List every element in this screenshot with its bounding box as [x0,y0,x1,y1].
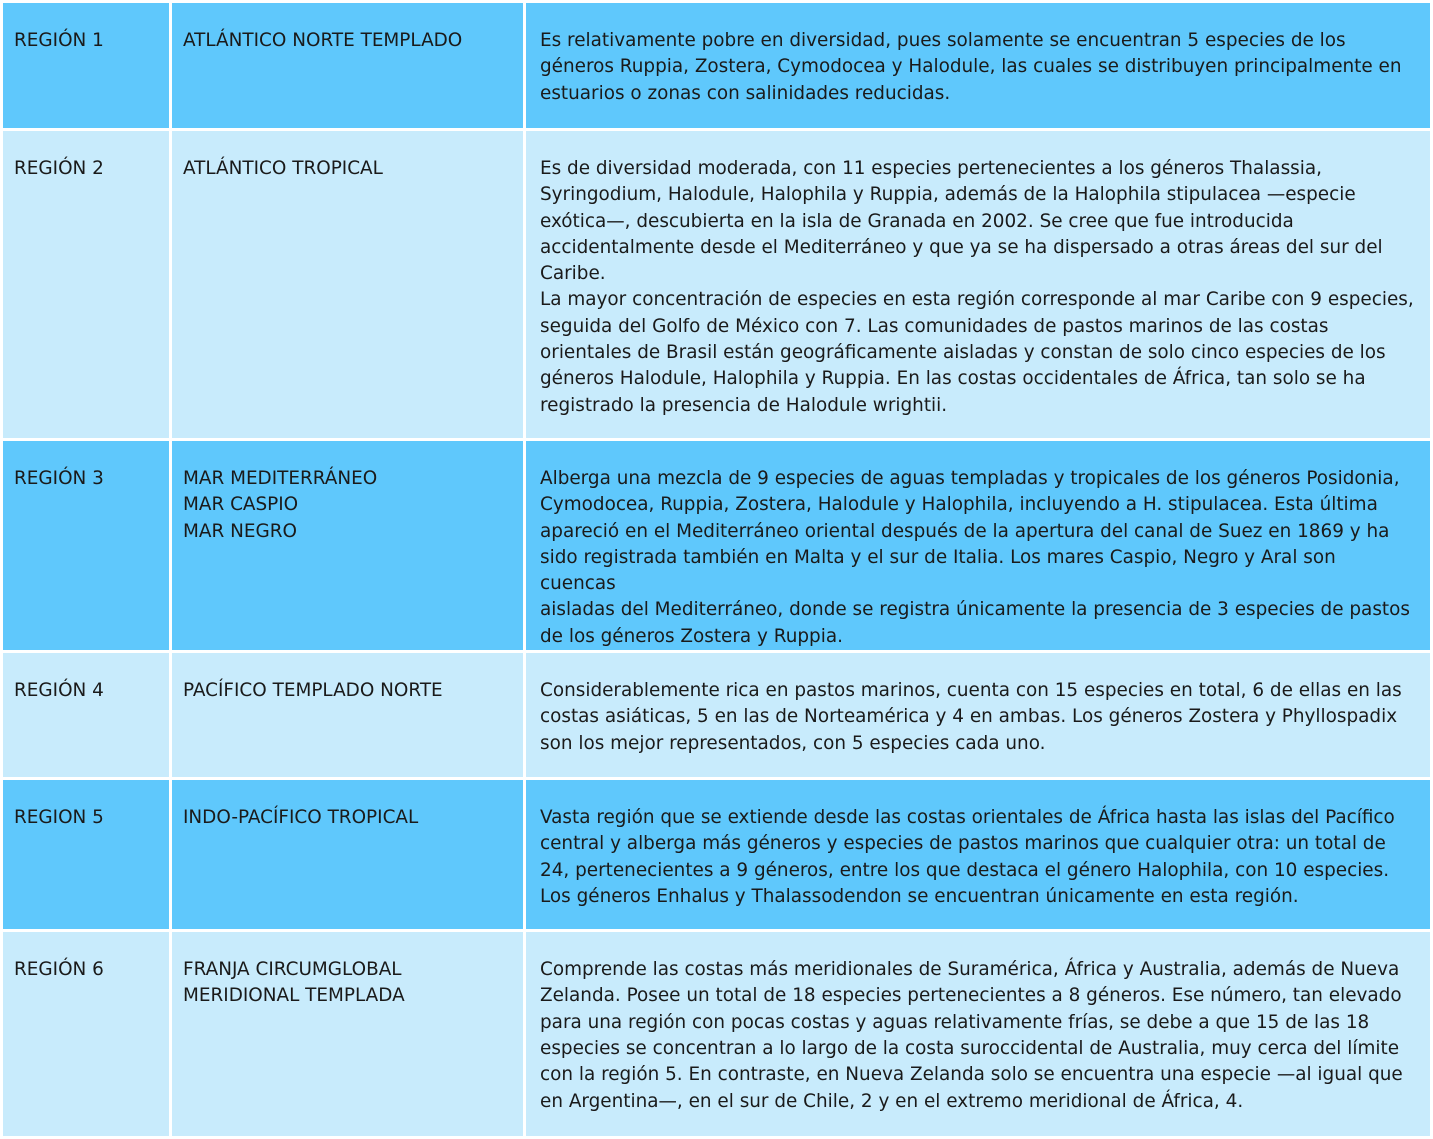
table-row [3,441,1430,650]
region-code-cell [3,780,169,929]
region-code: REGIÓN 2 [14,158,104,179]
region-name-cell [172,441,523,650]
region-description: Considerablemente rica en pastos marinos, cuenta con 15 especies en total, 6 de ellas en las costas asiáticas, 5 en las de Norteamérica y 4 en ambas. Los géneros Zostera y Phyllospadix son los mejor representados, con 5 especies cada uno. [540,680,1402,754]
region-name-cell [172,3,523,128]
region-description-cell [526,780,1430,929]
table-row [3,653,1430,777]
table-row [3,3,1430,128]
region-name: FRANJA CIRCUMGLOBAL MERIDIONAL TEMPLADA [183,959,405,1007]
region-code-cell [3,653,169,777]
region-name: MAR MEDITERRÁNEO MAR CASPIO MAR NEGRO [183,468,378,542]
region-code: REGION 5 [14,807,104,829]
table-row [3,780,1430,929]
region-code: REGIÓN 3 [14,468,104,489]
region-name-cell [172,131,523,438]
region-code-cell [3,131,169,438]
region-code: REGIÓN 1 [14,30,104,51]
region-code: REGIÓN 4 [14,680,104,702]
region-name-cell [172,932,523,1136]
region-code-cell [3,3,169,128]
region-name-cell [172,780,523,929]
region-description-cell [526,653,1430,777]
table-row [3,131,1430,438]
region-description: Es relativamente pobre en diversidad, pues solamente se encuentran 5 especies de los géneros Ruppia, Zostera, Cymodocea y Halodule, las cuales se distribuyen principalmente en estuarios o zonas con salinidades reducidas. [540,30,1402,104]
region-description-cell [526,932,1430,1136]
region-code-cell [3,441,169,650]
region-description-cell [526,3,1430,128]
region-description: Comprende las costas más meridionales de Suramérica, África y Australia, además de Nueva Zelanda. Posee un total de 18 especies pertenecientes a 8 géneros. Ese número, tan elevado para una región con pocas costas y aguas relativamente frías, se debe a que 15 de las 18 especies se concentran a lo largo de la costa suroccidental de Australia, muy cerca del límite con la región 5. En contraste, en Nueva Zelanda solo se encuentra una especie —al igual que en Argentina—, en el sur de Chile, 2 y en el extremo meridional de África, 4. [540,959,1403,1112]
region-name: ATLÁNTICO TROPICAL [183,158,383,179]
region-name-cell [172,653,523,777]
region-name: INDO-PACÍFICO TROPICAL [183,807,419,829]
region-description: Es de diversidad moderada, con 11 especies pertenecientes a los géneros Thalassia, Syringodium, Halodule, Halophila y Ruppia, además de la Halophila stipulacea —especie exótica—, descubierta en la isla de Granada en 2002. Se cree que fue introducida accidentalmente desde el Mediterráneo y que ya se ha dispersado a otras áreas del sur del Caribe. La mayor concentración de especies en esta región corresponde al mar Caribe con 9 especies, seguida del Golfo de México con 7. Las comunidades de pastos marinos de las costas orientales de Brasil están geográficamente aisladas y constan de solo cinco especies de los géneros Halodule, Halophila y Ruppia. En las costas occidentales de África, tan solo se ha registrado la presencia de Halodule wrightii. [540,158,1414,416]
region-description-cell [526,441,1430,650]
region-description: Alberga una mezcla de 9 especies de aguas templadas y tropicales de los géneros Posidonia, Cymodocea, Ruppia, Zostera, Halodule y Halophila, incluyendo a H. stipulacea. Esta última apareció en el Mediterráneo oriental después de la apertura del canal de Suez en 1869 y ha sido registrada también en Malta y el sur de Italia. Los mares Caspio, Negro y Aral son cuencas aisladas del Mediterráneo, donde se registra únicamente la presencia de 3 especies de pastos de los géneros Zostera y Ruppia. [540,468,1410,647]
table-row [3,932,1430,1136]
region-name: PACÍFICO TEMPLADO NORTE [183,680,443,702]
region-description: Vasta región que se extiende desde las costas orientales de África hasta las islas del Pacífico central y alberga más géneros y especies de pastos marinos que cualquier otra: un total de 24, pertenecientes a 9 géneros, entre los que destaca el género Halophila, con 10 especies. Los géneros Enhalus y Thalassodendon se encuentran únicamente en esta región. [540,807,1395,907]
region-code: REGIÓN 6 [14,959,104,981]
region-name: ATLÁNTICO NORTE TEMPLADO [183,30,463,51]
region-code-cell [3,932,169,1136]
region-description-cell [526,131,1430,438]
